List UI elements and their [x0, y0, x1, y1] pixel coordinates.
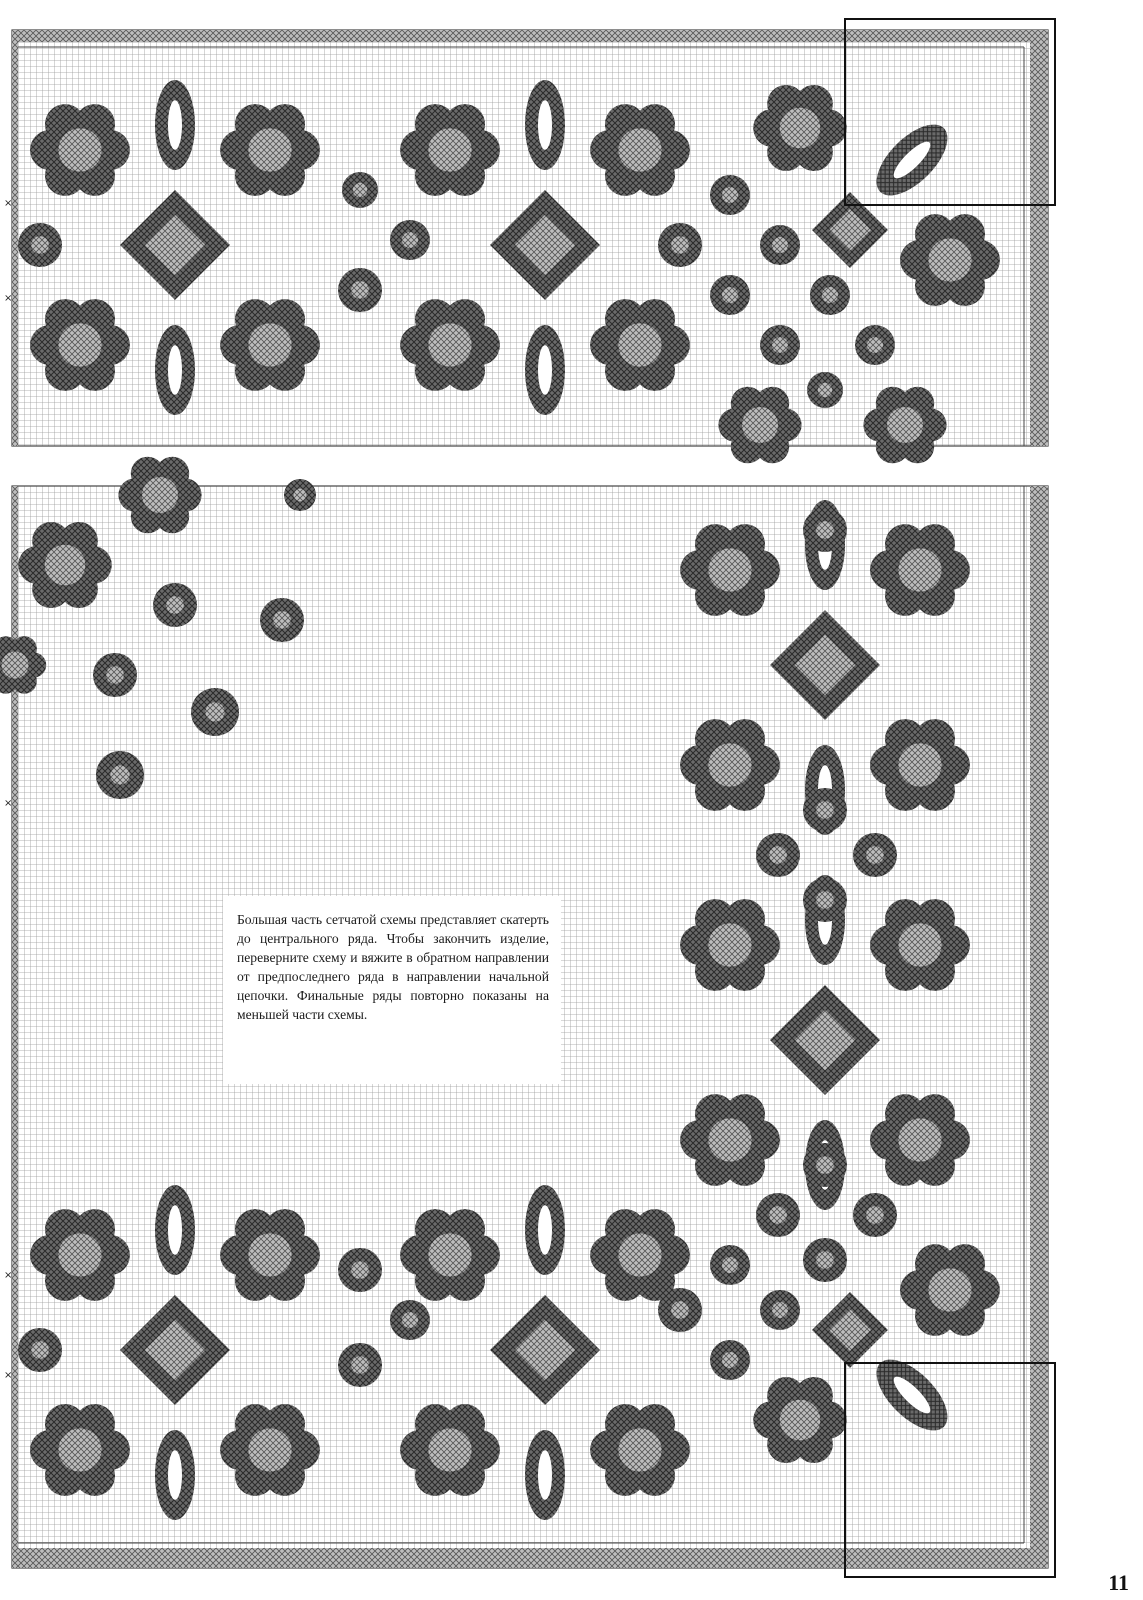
flower-center	[887, 407, 923, 443]
star-center	[816, 521, 834, 539]
star-center	[273, 611, 291, 629]
flower-center	[618, 1233, 661, 1276]
star-center	[166, 596, 184, 614]
flower-center	[708, 743, 751, 786]
flower-center	[45, 545, 86, 586]
flower-center	[58, 323, 101, 366]
flower-center	[780, 108, 821, 149]
row-marker: ×	[4, 293, 13, 304]
flower-center	[898, 548, 941, 591]
leaf-vein	[538, 345, 552, 395]
flower-center	[2, 652, 29, 679]
flower-center	[248, 1233, 291, 1276]
flower-center	[898, 1118, 941, 1161]
star-center	[106, 666, 124, 684]
star-center	[353, 183, 367, 197]
flower-center	[928, 238, 971, 281]
flower-center	[428, 1428, 471, 1471]
row-marker: ×	[4, 1370, 13, 1381]
flower-center	[618, 323, 661, 366]
star-center	[866, 1206, 884, 1224]
flower-center	[898, 923, 941, 966]
row-marker: ×	[4, 1270, 13, 1281]
row-markers	[4, 198, 12, 1381]
flower-center	[618, 1428, 661, 1471]
star-center	[772, 1302, 788, 1318]
star-center	[671, 236, 689, 254]
page-number: 11	[1108, 1570, 1129, 1595]
flower-center	[428, 128, 471, 171]
flower-center	[142, 477, 178, 513]
star-center	[816, 1251, 834, 1269]
flower-center	[742, 407, 778, 443]
star-center	[205, 702, 224, 721]
star-center	[816, 1156, 834, 1174]
row-marker: ×	[4, 198, 13, 209]
leaf-vein	[168, 100, 182, 150]
star-center	[722, 287, 738, 303]
row-marker: ×	[4, 798, 13, 809]
leaf-vein	[538, 1205, 552, 1255]
star-center	[351, 1261, 369, 1279]
star-center	[351, 1356, 369, 1374]
flower-center	[58, 1233, 101, 1276]
flower-center	[248, 1428, 291, 1471]
star-center	[402, 232, 418, 248]
star-center	[772, 237, 788, 253]
bottom-panel-border-right	[1030, 486, 1048, 1568]
star-center	[772, 337, 788, 353]
flower-center	[928, 1268, 971, 1311]
star-center	[31, 236, 49, 254]
flower-center	[248, 128, 291, 171]
star-center	[866, 846, 884, 864]
star-center	[818, 383, 832, 397]
star-center	[769, 846, 787, 864]
flower-center	[618, 128, 661, 171]
flower-center	[428, 1233, 471, 1276]
star-center	[351, 281, 369, 299]
flower-center	[708, 1118, 751, 1161]
instruction-text: Большая часть сетчатой схемы представляет скатерть до центрального ряда. Чтобы закончить изделие, переверните схему и вяжите в обратном направлении от предпоследнего ряда в направлении начальной цепочки. Финальные ряды повторно показаны на меньшей части схемы.	[237, 912, 549, 1022]
star-center	[867, 337, 883, 353]
star-center	[816, 801, 834, 819]
flower-center	[58, 1428, 101, 1471]
leaf-vein	[538, 100, 552, 150]
star-center	[31, 1341, 49, 1359]
flower-center	[248, 323, 291, 366]
bottom-panel-border-bottom	[12, 1548, 1048, 1568]
star-center	[722, 1352, 738, 1368]
top-panel-border-right	[1030, 30, 1048, 446]
flower-center	[780, 1400, 821, 1441]
leaf-vein	[168, 1205, 182, 1255]
flower-center	[898, 743, 941, 786]
star-center	[402, 1312, 418, 1328]
star-center	[294, 489, 307, 502]
star-center	[822, 287, 838, 303]
instruction-note	[223, 896, 561, 1084]
top-panel-border-top	[12, 30, 1048, 42]
star-center	[722, 1257, 738, 1273]
flower-center	[708, 923, 751, 966]
leaf-vein	[168, 345, 182, 395]
flower-center	[58, 128, 101, 171]
star-center	[769, 1206, 787, 1224]
leaf-vein	[538, 1450, 552, 1500]
star-center	[722, 187, 738, 203]
star-center	[671, 1301, 689, 1319]
top-panel-border-left	[12, 30, 18, 446]
flower-center	[428, 323, 471, 366]
star-center	[110, 765, 129, 784]
star-center	[816, 891, 834, 909]
flower-center	[708, 548, 751, 591]
leaf-vein	[168, 1450, 182, 1500]
